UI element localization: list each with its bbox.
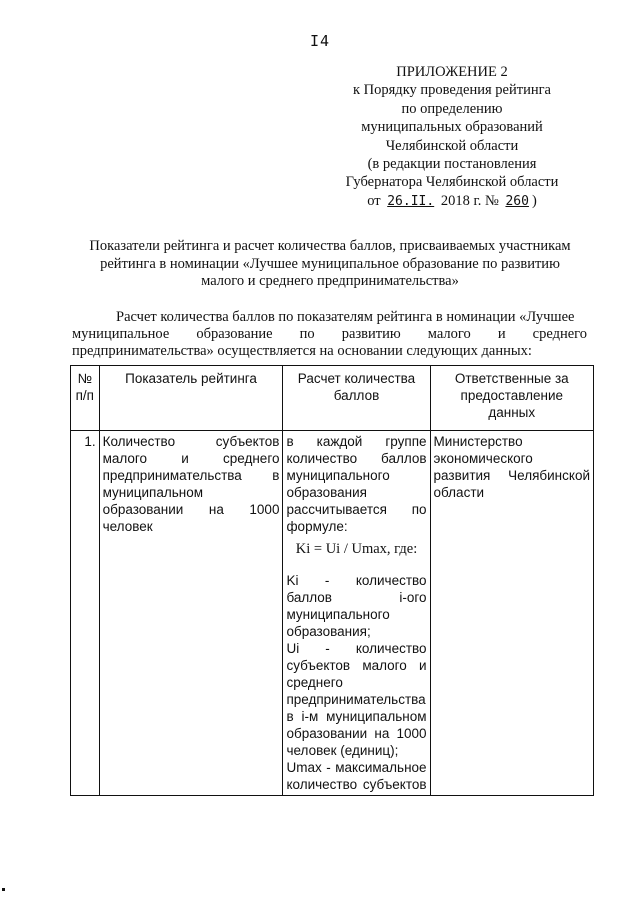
header-text: предоставление: [460, 388, 563, 403]
intro-line: Расчет количества баллов по показателям рейтинга в номинации «Лучшее: [116, 309, 575, 325]
appendix-line: (в редакции постановления: [367, 156, 537, 173]
heading-line: рейтинга в номинации «Лучшее муниципальное образование по развитию: [100, 255, 560, 272]
indicator-cell: [99, 431, 283, 796]
section-heading: [70, 238, 590, 291]
cell-line: количество баллов: [286, 451, 427, 466]
page-number: I4: [309, 32, 331, 50]
scan-mark: [2, 888, 5, 891]
appendix-date-line: [330, 192, 574, 211]
cell-line: Ki - количество: [286, 573, 427, 588]
appendix-line: по определению: [401, 100, 503, 117]
formula: Ki = Ui / Umax, где:: [295, 541, 418, 557]
cell-line: образования: [286, 485, 367, 500]
cell-line: малого и среднего: [102, 451, 280, 466]
header-text: №: [77, 371, 93, 386]
rating-table: [70, 365, 594, 796]
cell-line: предпринимательства: [286, 692, 426, 707]
cell-line: субъектов малого и: [286, 658, 427, 673]
cell-line: муниципального: [286, 607, 390, 622]
cell-line: в i-м муниципальном: [286, 709, 427, 724]
cell-line: Количество субъектов: [102, 434, 280, 449]
header-text: баллов: [333, 388, 380, 403]
cell-line: человек: [102, 519, 153, 534]
header-text: Ответственные за: [454, 371, 569, 386]
heading-line: Показатели рейтинга и расчет количества баллов, присваиваемых участникам: [89, 238, 571, 254]
header-text: Расчет количества: [297, 371, 416, 386]
row-number: 1.: [71, 431, 100, 796]
cell-line: муниципального: [286, 468, 390, 483]
cell-line: рассчитывается по: [286, 502, 427, 517]
cell-line: среднего: [286, 675, 343, 690]
cell-line: Министерство: [433, 434, 523, 449]
cell-line: человек (единиц);: [286, 743, 399, 758]
heading-line: малого и среднего предпринимательства»: [201, 273, 459, 289]
cell-line: Umax - максимальное: [286, 760, 427, 775]
appendix-block: [330, 63, 574, 211]
intro-line: предпринимательства» осуществляется на основании следующих данных:: [72, 343, 532, 359]
appendix-line: муниципальных образований: [361, 119, 543, 136]
cell-line: образования;: [286, 624, 371, 639]
header-calculation: [283, 366, 430, 431]
decree-number: 260: [505, 193, 529, 209]
date-value: 26.II.: [387, 193, 435, 209]
table-header-row: [71, 366, 594, 431]
appendix-line: Челябинской области: [385, 137, 519, 154]
cell-line: муниципальном: [102, 485, 204, 500]
header-text: п/п: [75, 388, 94, 403]
cell-line: области: [433, 485, 485, 500]
cell-line: баллов i-ого: [286, 590, 427, 605]
appendix-line: к Порядку проведения рейтинга: [353, 82, 551, 99]
cell-line: количество субъектов: [286, 777, 427, 792]
header-text: данных: [488, 405, 536, 420]
appendix-line: Губернатора Челябинской области: [345, 174, 559, 191]
appendix-title: ПРИЛОЖЕНИЕ 2: [396, 64, 508, 80]
cell-line: формуле:: [286, 519, 348, 534]
date-year: 2018 г. №: [440, 192, 499, 209]
cell-line: экономического: [433, 451, 533, 466]
intro-paragraph: [72, 309, 587, 360]
responsible-cell: [430, 431, 593, 796]
cell-line: развития Челябинской: [433, 468, 590, 483]
header-indicator: [99, 366, 283, 431]
cell-line: в каждой группе: [286, 434, 427, 449]
intro-line: муниципальное образование по развитию малого и среднего: [72, 326, 587, 342]
cell-line: Ui - количество: [286, 641, 427, 656]
cell-line: образовании на 1000: [286, 726, 427, 741]
calculation-cell: [283, 431, 430, 796]
cell-line: предпринимательства в: [102, 468, 280, 483]
table-row: [71, 431, 594, 796]
header-text: Показатель рейтинга: [125, 371, 257, 386]
cell-line: образовании на 1000: [102, 502, 280, 517]
header-number: [71, 366, 100, 431]
closing-paren: ): [531, 192, 537, 209]
header-responsible: [430, 366, 593, 431]
date-prefix: от: [367, 192, 381, 209]
